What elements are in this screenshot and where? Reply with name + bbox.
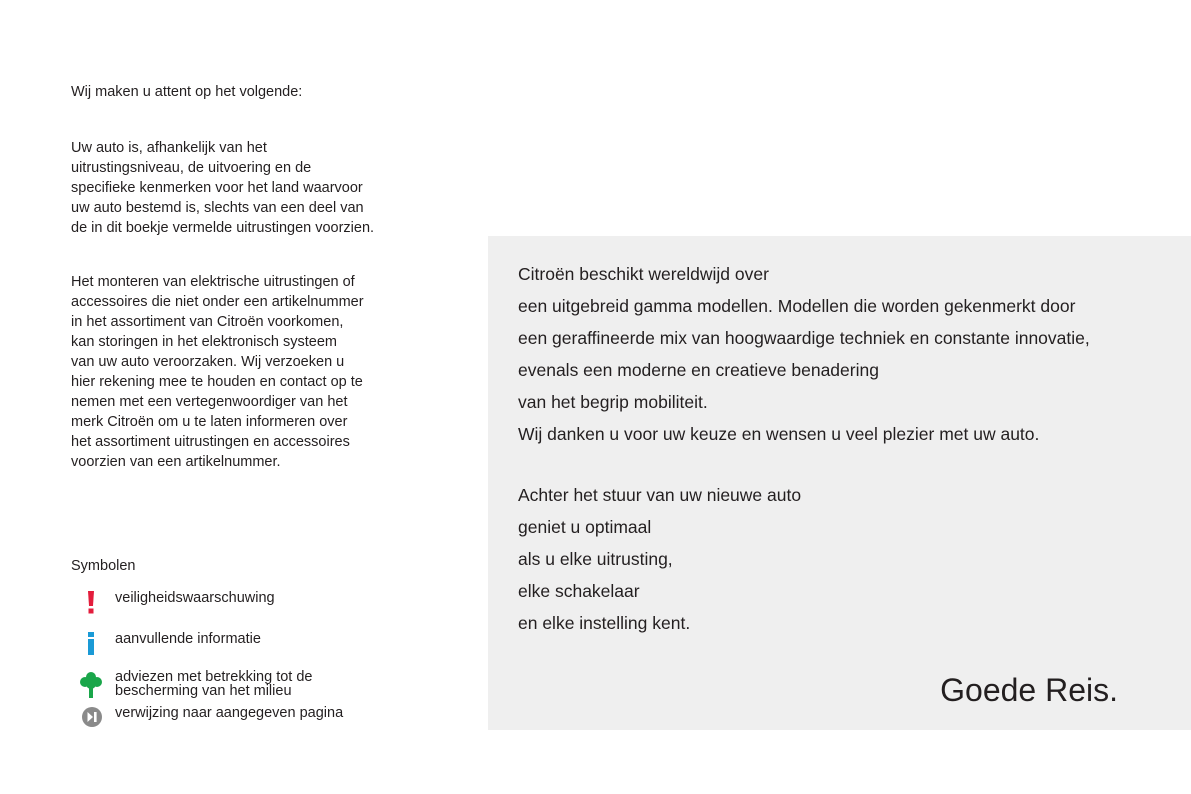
intro-text: Wij maken u attent op het volgende: [71, 84, 303, 100]
paragraph-line: merk Citroën om u te laten informeren over [71, 414, 348, 430]
paragraph-line: Het monteren van elektrische uitrustingen of [71, 274, 355, 290]
symbol-label [115, 670, 312, 698]
welcome-panel [488, 236, 1191, 730]
paragraph-line: nemen met een vertegenwoordiger van het [71, 394, 348, 410]
symbol-label: veiligheidswaarschuwing [115, 590, 275, 606]
paragraph-line: de in dit boekje vermelde uitrustingen voorzien. [71, 220, 375, 236]
paragraph-equipment-notice [71, 138, 374, 238]
driver-line: geniet u optimaal [518, 517, 652, 537]
welcome-line: evenals een moderne en creatieve benadering [518, 360, 879, 380]
welcome-line: een uitgebreid gamma modellen. Modellen die worden gekenmerkt door [518, 296, 1076, 316]
symbol-label: verwijzing naar aangegeven pagina [115, 705, 344, 721]
paragraph-line: in het assortiment van Citroën voorkomen, [71, 314, 344, 330]
welcome-line: Citroën beschikt wereldwijd over [518, 264, 769, 284]
warning-exclamation-icon [81, 590, 101, 616]
signoff-heading: Goede Reis. [940, 672, 1118, 708]
paragraph-line: uitrustingsniveau, de uitvoering en de [71, 160, 312, 176]
welcome-text-block [518, 258, 1090, 450]
welcome-line: een geraffineerde mix van hoogwaardige techniek en constante innovatie, [518, 328, 1090, 348]
paragraph-accessories-notice [71, 272, 364, 472]
paragraph-line: van uw auto veroorzaken. Wij verzoeken u [71, 354, 345, 370]
driver-line: Achter het stuur van uw nieuwe auto [518, 485, 802, 505]
paragraph-line: hier rekening mee te houden en contact op te [71, 374, 363, 390]
paragraph-line: specifieke kenmerken voor het land waarvoor [71, 180, 363, 196]
driver-line: en elke instelling kent. [518, 613, 691, 633]
paragraph-line: voorzien van een artikelnummer. [71, 454, 281, 470]
tree-icon [79, 671, 103, 699]
info-icon [81, 631, 101, 657]
paragraph-line: kan storingen in het elektronisch systeem [71, 334, 337, 350]
paragraph-line: uw auto bestemd is, slechts van een deel van [71, 200, 364, 216]
driver-line: als u elke uitrusting, [518, 549, 673, 569]
paragraph-line: het assortiment uitrustingen en accessoires [71, 434, 350, 450]
symbol-label-line: adviezen met betrekking tot de [115, 669, 313, 685]
welcome-line: van het begrip mobiliteit. [518, 392, 708, 412]
symbols-heading: Symbolen [71, 558, 136, 574]
symbol-label-line: bescherming van het milieu [115, 683, 292, 699]
driver-text-block [518, 479, 801, 639]
driver-line: elke schakelaar [518, 581, 640, 601]
welcome-line: Wij danken u voor uw keuze en wensen u veel plezier met uw auto. [518, 424, 1040, 444]
paragraph-line: Uw auto is, afhankelijk van het [71, 140, 267, 156]
paragraph-line: accessoires die niet onder een artikelnummer [71, 294, 364, 310]
symbol-label: aanvullende informatie [115, 631, 261, 647]
page-reference-icon [81, 706, 103, 728]
